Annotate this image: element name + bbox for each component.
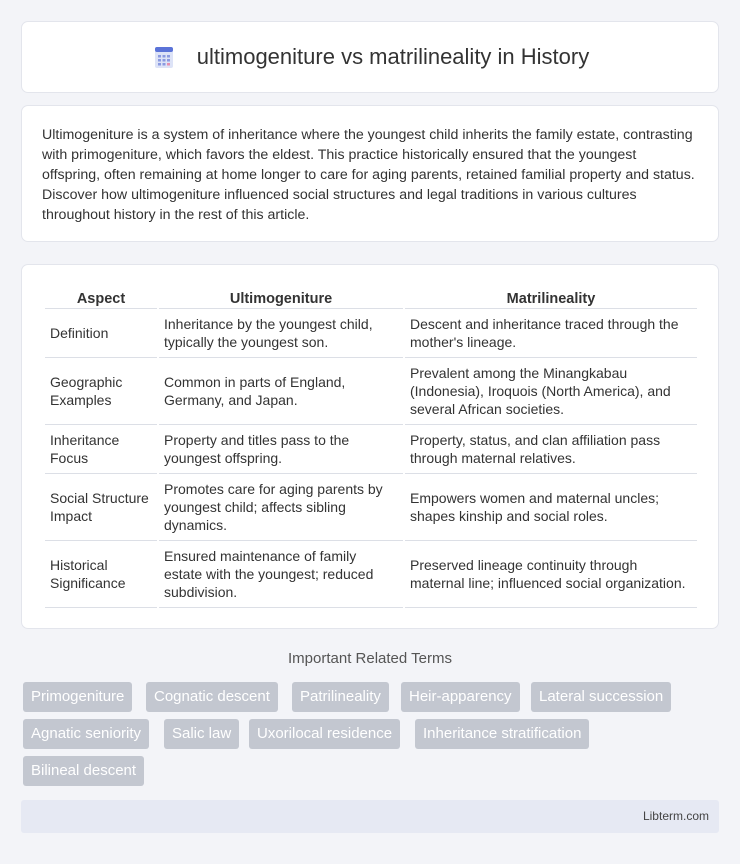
cell-aspect: Definition bbox=[45, 309, 157, 358]
cell-matrilineality: Prevalent among the Minangkabau (Indonesia), Iroquois (North America), and several African societies. bbox=[405, 358, 697, 425]
cell-matrilineality: Property, status, and clan affiliation pass through maternal relatives. bbox=[405, 425, 697, 474]
table-row bbox=[45, 309, 697, 358]
comparison-table bbox=[43, 285, 699, 608]
tag-bilineal-descent[interactable]: Bilineal descent bbox=[23, 756, 144, 786]
tag-patrilineality[interactable]: Patrilineality bbox=[292, 682, 389, 712]
tag-heir-apparency[interactable]: Heir-apparency bbox=[401, 682, 520, 712]
tag-salic-law[interactable]: Salic law bbox=[164, 719, 239, 749]
table-row bbox=[45, 474, 697, 541]
cell-aspect: Inheritance Focus bbox=[45, 425, 157, 474]
cell-aspect: Historical Significance bbox=[45, 541, 157, 608]
tag-inheritance-stratification[interactable]: Inheritance stratification bbox=[415, 719, 589, 749]
tag-uxorilocal-residence[interactable]: Uxorilocal residence bbox=[249, 719, 400, 749]
tag-agnatic-seniority[interactable]: Agnatic seniority bbox=[23, 719, 149, 749]
cell-ultimogeniture: Property and titles pass to the youngest offspring. bbox=[159, 425, 403, 474]
tag-cognatic-descent[interactable]: Cognatic descent bbox=[146, 682, 278, 712]
header-card bbox=[21, 21, 719, 93]
footer bbox=[21, 800, 719, 833]
footer-link[interactable]: Libterm.com bbox=[642, 809, 709, 823]
intro-card bbox=[21, 105, 719, 242]
table-row bbox=[45, 358, 697, 425]
page-title: ultimogeniture vs matrilineality in History bbox=[196, 44, 590, 69]
header-matrilineality: Matrilineality bbox=[405, 285, 697, 309]
cell-aspect: Geographic Examples bbox=[45, 358, 157, 425]
related-terms-title: Important Related Terms bbox=[288, 650, 452, 667]
cell-ultimogeniture: Promotes care for aging parents by youngest child; affects sibling dynamics. bbox=[159, 474, 403, 541]
tag-primogeniture[interactable]: Primogeniture bbox=[23, 682, 132, 712]
intro-paragraph: Ultimogeniture is a system of inheritance where the youngest child inherits the family estate, contrasting with primogeniture, which favors the eldest. This practice historically ensured that the youngest offspring, often remaining at home longer to care for aging parents, retained familial property and status. Discover how ultimogeniture influenced social structures and legal traditions in various cultures throughout history in the rest of this article. bbox=[42, 127, 695, 223]
tag-lateral-succession[interactable]: Lateral succession bbox=[531, 682, 671, 712]
cell-aspect: Social Structure Impact bbox=[45, 474, 157, 541]
document-icon bbox=[151, 44, 177, 70]
header-aspect: Aspect bbox=[45, 285, 157, 309]
comparison-card bbox=[21, 264, 719, 629]
table-row bbox=[45, 425, 697, 474]
cell-ultimogeniture: Inheritance by the youngest child, typically the youngest son. bbox=[159, 309, 403, 358]
cell-matrilineality: Preserved lineage continuity through maternal line; influenced social organization. bbox=[405, 541, 697, 608]
cell-matrilineality: Descent and inheritance traced through the mother's lineage. bbox=[405, 309, 697, 358]
table-header-row bbox=[45, 285, 697, 309]
header-ultimogeniture: Ultimogeniture bbox=[159, 285, 403, 309]
cell-ultimogeniture: Common in parts of England, Germany, and Japan. bbox=[159, 358, 403, 425]
table-row bbox=[45, 541, 697, 608]
cell-ultimogeniture: Ensured maintenance of family estate with the youngest; reduced subdivision. bbox=[159, 541, 403, 608]
cell-matrilineality: Empowers women and maternal uncles; shapes kinship and social roles. bbox=[405, 474, 697, 541]
